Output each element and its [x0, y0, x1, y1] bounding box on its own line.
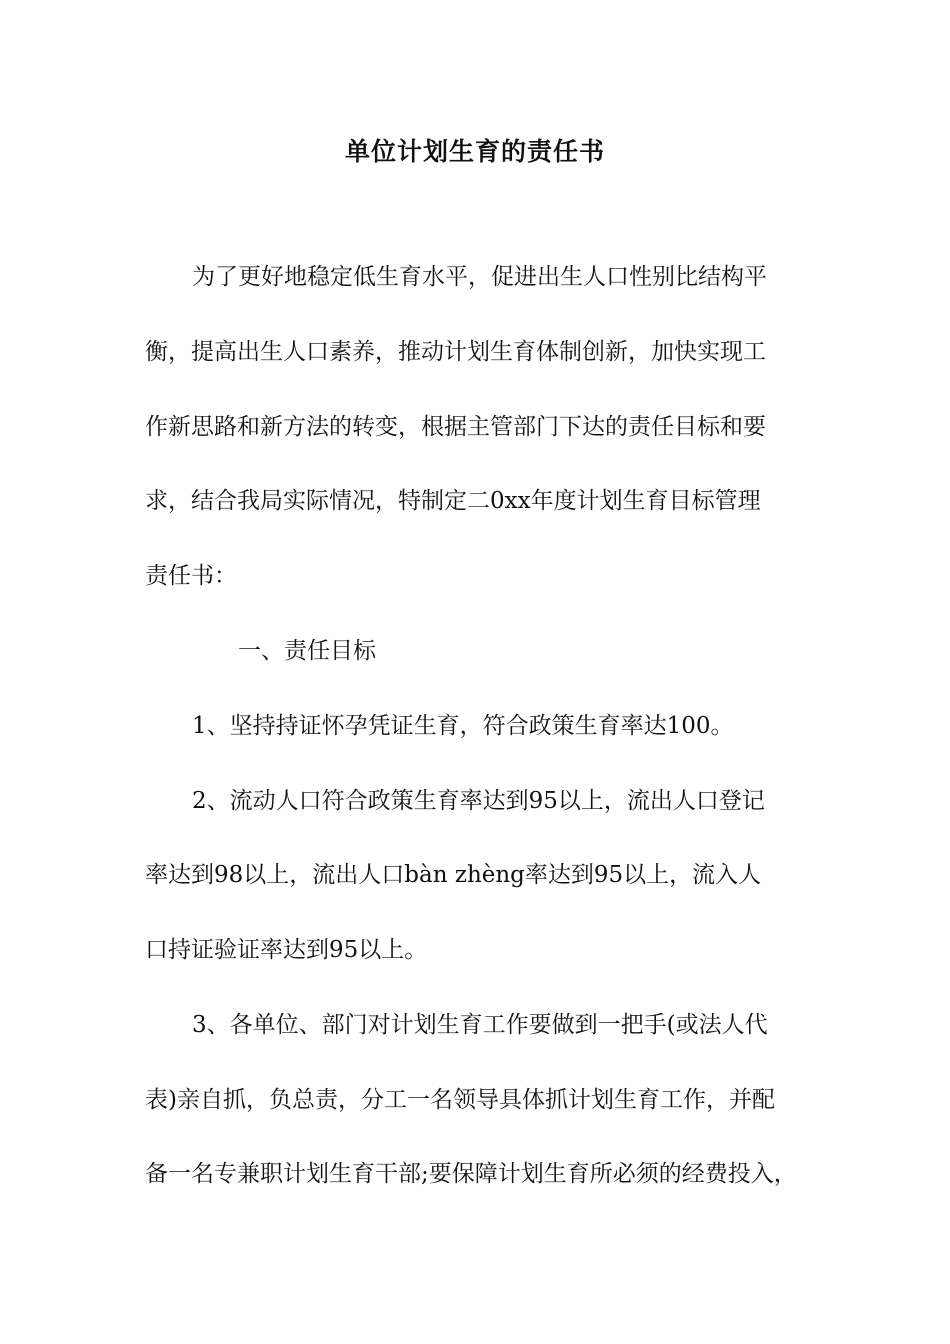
list-item-3-continued: 表)亲自抓，负总责，分工一名领导具体抓计划生育工作，并配 — [145, 1087, 775, 1113]
paragraph-line: 作新思路和新方法的转变，根据主管部门下达的责任目标和要 — [145, 414, 766, 440]
list-item-3-continued: 备一名专兼职计划生育干部;要保障计划生育所必须的经费投入， — [145, 1161, 797, 1187]
paragraph-line: 为了更好地稳定低生育水平，促进出生人口性别比结构平 — [192, 264, 767, 290]
paragraph-line: 衡，提高出生人口素养，推动计划生育体制创新，加快实现工 — [145, 339, 766, 365]
list-item-2-continued: 率达到98以上，流出人口bàn zhèng率达到95以上，流入人 — [145, 862, 762, 888]
document-title: 单位计划生育的责任书 — [344, 137, 605, 166]
paragraph-line: 求，结合我局实际情况，特制定二0xx年度计划生育目标管理 — [145, 488, 761, 514]
paragraph-line: 责任书： — [145, 563, 237, 589]
list-item-2-continued: 口持证验证率达到95以上。 — [145, 937, 428, 963]
list-item-1: 1、坚持持证怀孕凭证生育，符合政策生育率达100。 — [192, 713, 734, 739]
list-item-3: 3、各单位、部门对计划生育工作要做到一把手(或法人代 — [192, 1012, 768, 1038]
section-heading: 一、责任目标 — [238, 638, 376, 664]
list-item-2: 2、流动人口符合政策生育率达到95以上，流出人口登记 — [192, 788, 765, 814]
